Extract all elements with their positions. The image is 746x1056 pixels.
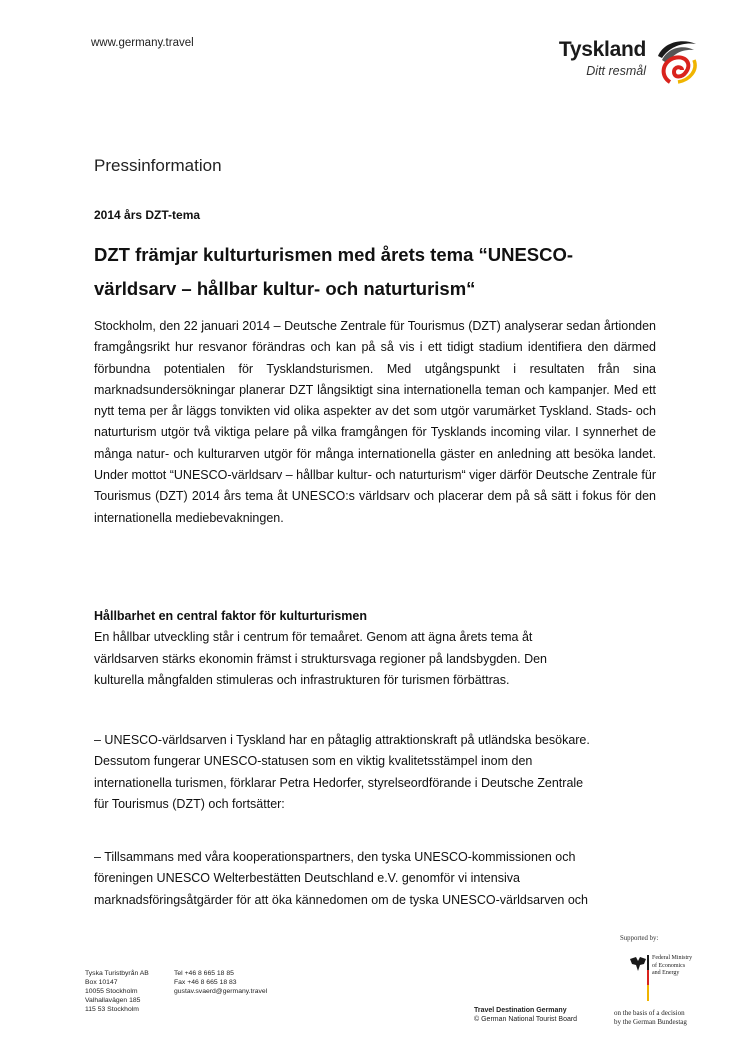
- paragraph-line: internationella turismen, förklarar Petra Hedorfer, styrelseordförande i Deutsche Zentrale: [94, 775, 584, 790]
- address-line: Valhallavägen 185: [85, 997, 141, 1004]
- paragraph-line: Dessutom fungerar UNESCO-statusen som en viktig kvalitetsstämpel inom den: [94, 754, 533, 769]
- paragraph-line: – UNESCO-världsarven i Tyskland har en påtaglig attraktionskraft på utländska besökare.: [94, 733, 590, 747]
- decision-line: on the basis of a decision: [614, 1009, 685, 1017]
- paragraph-line: föreningen UNESCO Welterbestätten Deutschland e.V. genomför vi intensiva: [94, 871, 520, 886]
- address-line: 10055 Stockholm: [85, 988, 138, 995]
- ministry-name: [652, 955, 692, 978]
- ministry-line: Federal Ministry: [652, 955, 693, 961]
- section-heading: Hållbarhet en central faktor för kulturturismen: [94, 609, 367, 623]
- logo-title: Tyskland: [558, 38, 646, 61]
- section-sustainability: [94, 606, 654, 691]
- decision-line: by the German Bundestag: [614, 1017, 687, 1026]
- bundestag-decision: [614, 1009, 687, 1026]
- ministry-line: of Economics: [652, 962, 686, 969]
- email-link[interactable]: gustav.svaerd@germany.travel: [174, 988, 268, 995]
- headline-line: DZT främjar kulturturismen med årets tema “UNESCO-: [94, 244, 574, 265]
- paragraph-line: – Tillsammans med våra kooperationspartners, den tyska UNESCO-kommissionen och: [94, 850, 576, 864]
- lead-paragraph: Stockholm, den 22 januari 2014 – Deutsche Zentrale für Tourismus (DZT) analyserar sedan årtionden framgångsrikt hur resvanor förändras och kan på så vis i ett tidigt stadium identifiera den därmed förbundna potentialen för Tysklandsturismen. Med utgångspunkt i resultaten från sina marknadsundersökningar planerar DZT långsiktigt sina internationella teman och kampanjer. Med ett nytt tema per år läggs tonvikten vid olika aspekter av det som utgör varumärket Tyskland. Stads- och naturturism utgör två viktiga pelare på vilka framgången för Tysklands incoming vilar. I synnerhet de många natur- och kulturarven utgör för många internationella gäster en anledning att besöka landet. Under mottot “UNESCO-världsarv – hållbar kultur- och naturturism“ viger därför Deutsche Zentrale für Tourismus (DZT) 2014 års tema åt UNESCO:s världsarv och placerar dem på så sätt i fokus för den internationella mediebevakningen.: [94, 319, 657, 525]
- site-url[interactable]: www.germany.travel: [91, 37, 194, 49]
- footer-contact: [174, 969, 267, 996]
- logo-subtitle: Ditt resmål: [586, 64, 646, 78]
- kicker: 2014 års DZT-tema: [94, 208, 201, 222]
- tdg-name: Travel Destination Germany: [474, 1007, 567, 1014]
- tyskland-logo-icon: [652, 36, 700, 86]
- footer-address: [85, 969, 149, 1014]
- quote-paragraph: [94, 730, 654, 815]
- headline-line: världsarv – hållbar kultur- och naturturism“: [94, 278, 476, 299]
- quote-paragraph: [94, 847, 654, 911]
- phone-line: Tel +46 8 665 18 85: [174, 970, 234, 977]
- paragraph-line: für Tourismus (DZT) och fortsätter:: [94, 796, 285, 811]
- paragraph-line: kulturella mångfalden stimuleras och infrastrukturen för turismen förbättras.: [94, 672, 510, 687]
- address-line: Tyska Turistbyrån AB: [85, 970, 149, 977]
- ministry-line: and Energy: [652, 970, 680, 976]
- fax-line: Fax +46 8 665 18 83: [174, 979, 237, 986]
- address-line: Box 10147: [85, 979, 118, 986]
- footer-tdg: [474, 1007, 577, 1024]
- federal-eagle-icon: [627, 955, 649, 1001]
- headline: [94, 238, 654, 306]
- paragraph-line: världsarven stärks ekonomin främst i struktursvaga regioner på landsbygden. Den: [94, 651, 547, 666]
- paragraph-line: En hållbar utveckling står i centrum för temaåret. Genom att ägna årets tema åt: [94, 630, 533, 645]
- paragraph-line: marknadsföringsåtgärder för att öka kännedomen om de tyska UNESCO-världsarven och: [94, 892, 588, 907]
- document-type: Pressinformation: [94, 156, 222, 175]
- tdg-org: © German National Tourist Board: [474, 1015, 578, 1023]
- address-line: 115 53 Stockholm: [85, 1006, 139, 1013]
- supported-by-label: Supported by:: [620, 935, 659, 942]
